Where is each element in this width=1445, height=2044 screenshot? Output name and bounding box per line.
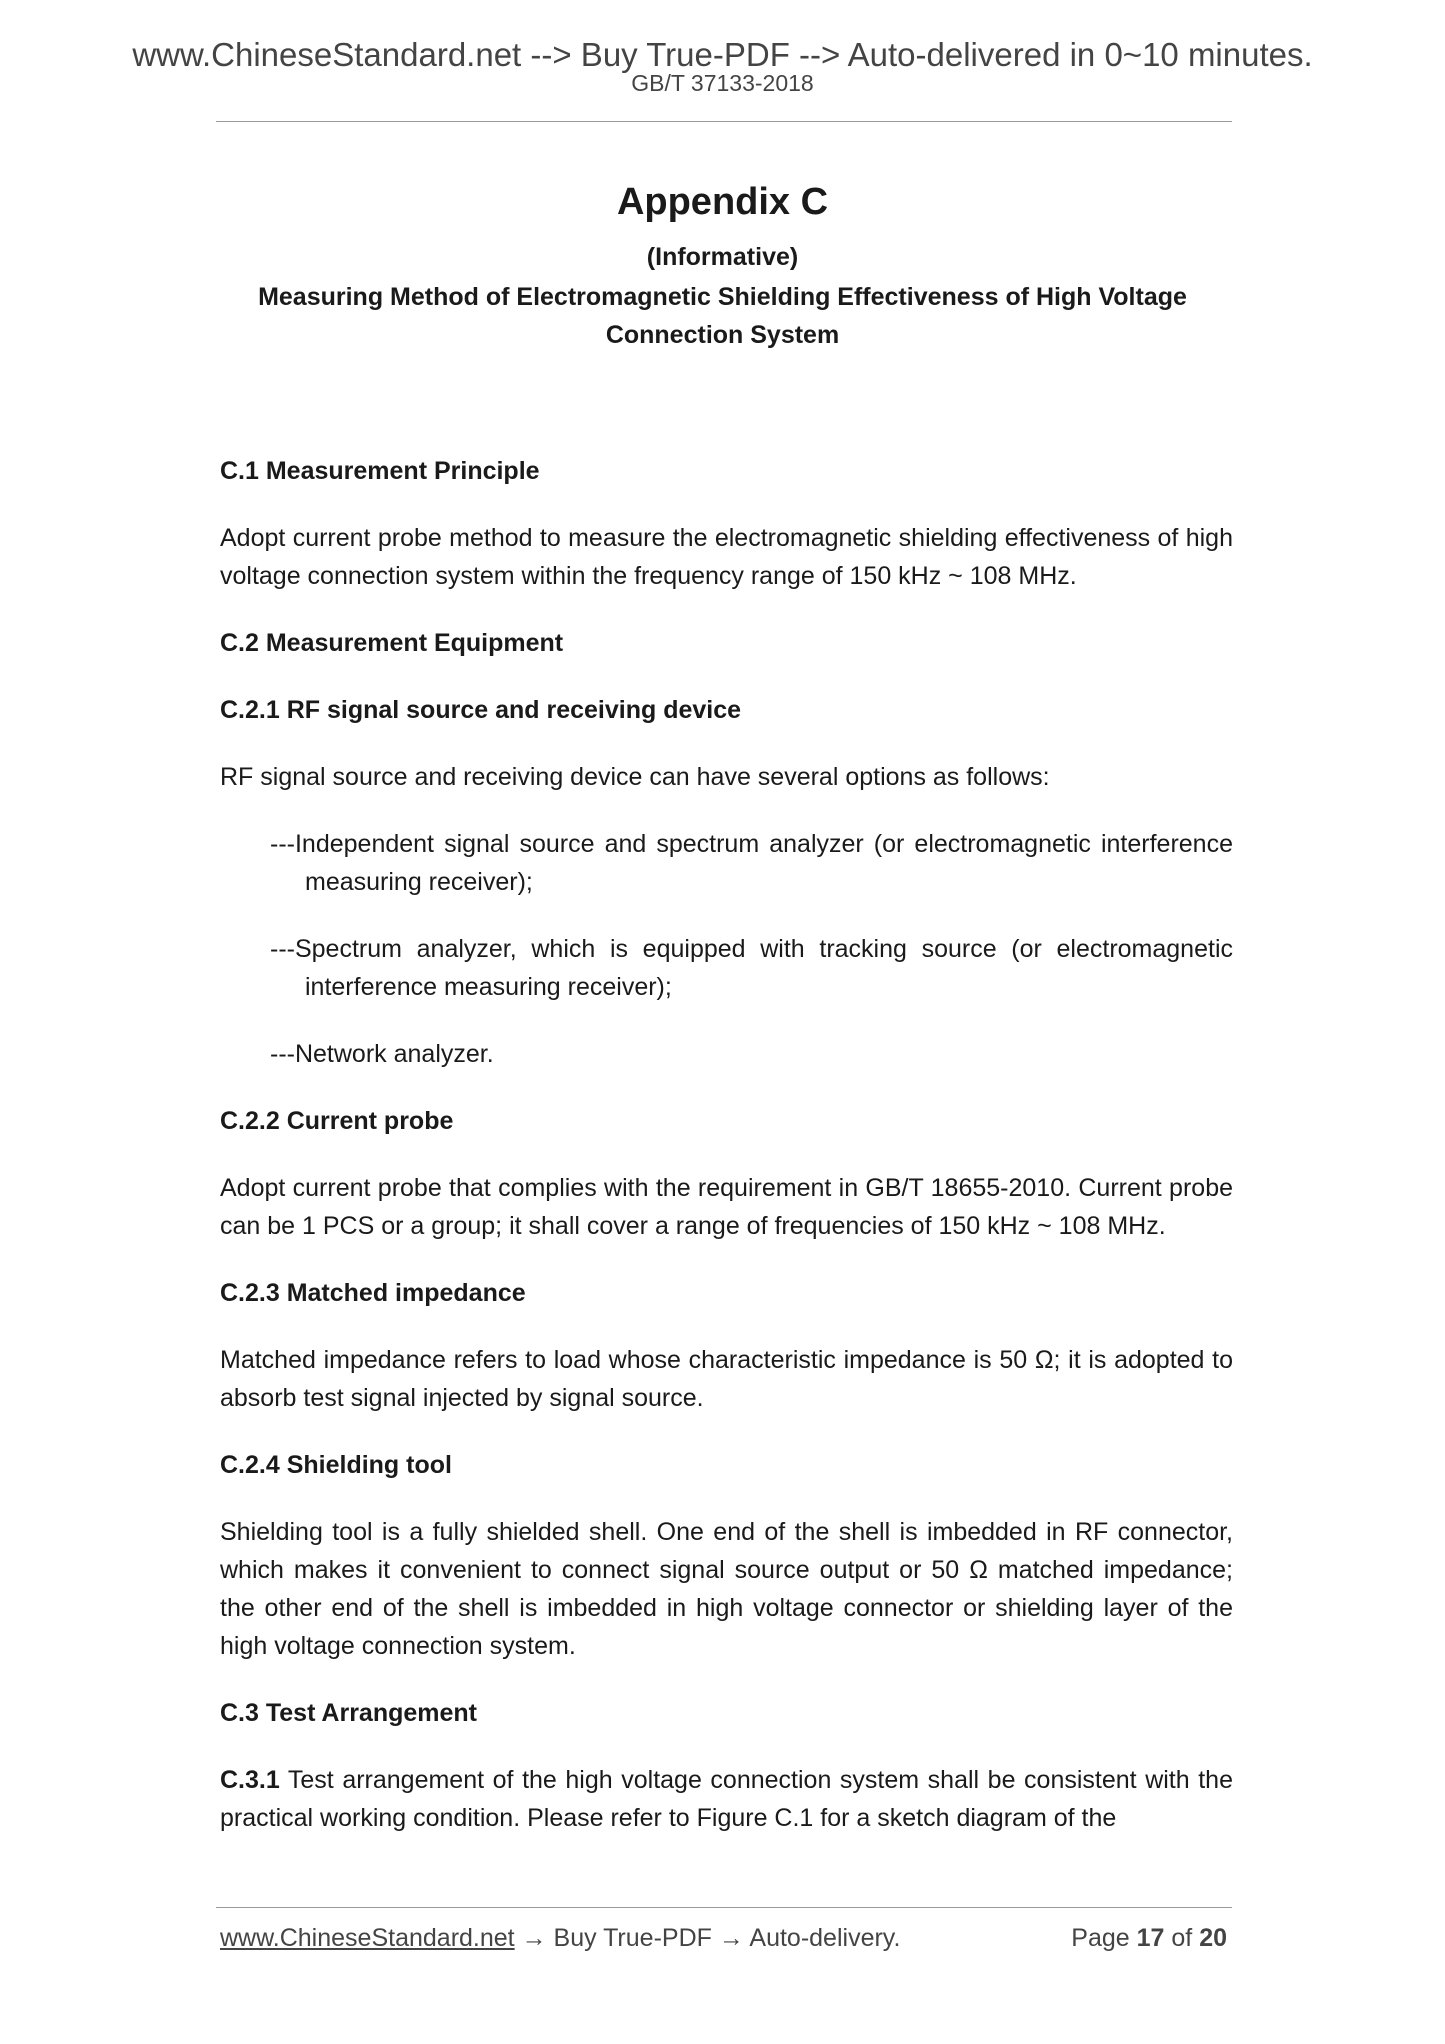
standard-number: GB/T 37133-2018: [631, 70, 814, 96]
section-heading-c21: C.2.1 RF signal source and receiving device: [220, 696, 742, 724]
list-item: ---Network analyzer.: [270, 1040, 494, 1068]
section-text-c1: Adopt current probe method to measure the electromagnetic shielding effectiveness of high voltage connection system within the frequency range of 150 kHz ~ 108 MHz.: [220, 524, 1233, 590]
of-word: of: [1171, 1924, 1193, 1952]
footer-links: [220, 1918, 900, 1958]
section-text-c21: RF signal source and receiving device can have several options as follows:: [220, 763, 1050, 791]
section-text-c22: Adopt current probe that complies with the requirement in GB/T 18655-2010. Current probe can be 1 PCS or a group; it shall cover a range of frequencies of 150 kHz ~ 108 MHz.: [220, 1174, 1233, 1240]
section-heading-c2: C.2 Measurement Equipment: [220, 629, 564, 657]
appendix-subtitle: (Informative): [646, 243, 799, 271]
document-body: [220, 452, 1233, 1866]
main-title-line-1: Measuring Method of Electromagnetic Shielding Effectiveness of High Voltage: [258, 283, 1187, 311]
section-heading-c24: C.2.4 Shielding tool: [220, 1451, 452, 1479]
section-text-c24: Shielding tool is a fully shielded shell. One end of the shell is imbedded in RF connector, which makes it convenient to connect signal source output or 50 Ω matched impedance; the other end of the shell is imbedded in high voltage connector or shielding layer of the high voltage connection system.: [220, 1518, 1233, 1660]
page-word: Page: [1071, 1924, 1130, 1952]
site-link[interactable]: www.ChineseStandard.net: [220, 1924, 515, 1952]
site-banner: www.ChineseStandard.net --> Buy True-PDF --> Auto-delivered in 0~10 minutes.: [132, 36, 1313, 73]
footer-divider: [216, 1907, 1232, 1908]
appendix-title: Appendix C: [616, 181, 829, 223]
appendix-main-title: [0, 278, 1445, 354]
delivery-text: → Buy True-PDF → Auto-delivery.: [514, 1924, 901, 1952]
page-footer: [220, 1918, 1233, 1958]
header-divider: [216, 121, 1232, 122]
list-item: ---Independent signal source and spectrum analyzer (or electromagnetic interference measuring receiver);: [270, 830, 1233, 896]
section-text-c23: Matched impedance refers to load whose characteristic impedance is 50 Ω; it is adopted to absorb test signal injected by signal source.: [220, 1346, 1233, 1412]
clause-text-c31: Test arrangement of the high voltage connection system shall be consistent with the practical working condition. Please refer to Figure C.1 for a sketch diagram of the: [220, 1766, 1233, 1832]
page-indicator: [1071, 1918, 1227, 1958]
section-text-c31: [220, 1761, 1233, 1837]
page-current: 17: [1136, 1924, 1165, 1952]
section-heading-c22: C.2.2 Current probe: [220, 1107, 454, 1135]
section-heading-c1: C.1 Measurement Principle: [220, 457, 540, 485]
section-heading-c23: C.2.3 Matched impedance: [220, 1279, 526, 1307]
page-total: 20: [1199, 1924, 1227, 1952]
list-item: ---Spectrum analyzer, which is equipped with tracking source (or electromagnetic interference measuring receiver);: [270, 935, 1233, 1001]
section-heading-c3: C.3 Test Arrangement: [220, 1699, 478, 1727]
main-title-line-2: Connection System: [605, 321, 840, 349]
clause-label-c31: C.3.1: [220, 1766, 280, 1794]
